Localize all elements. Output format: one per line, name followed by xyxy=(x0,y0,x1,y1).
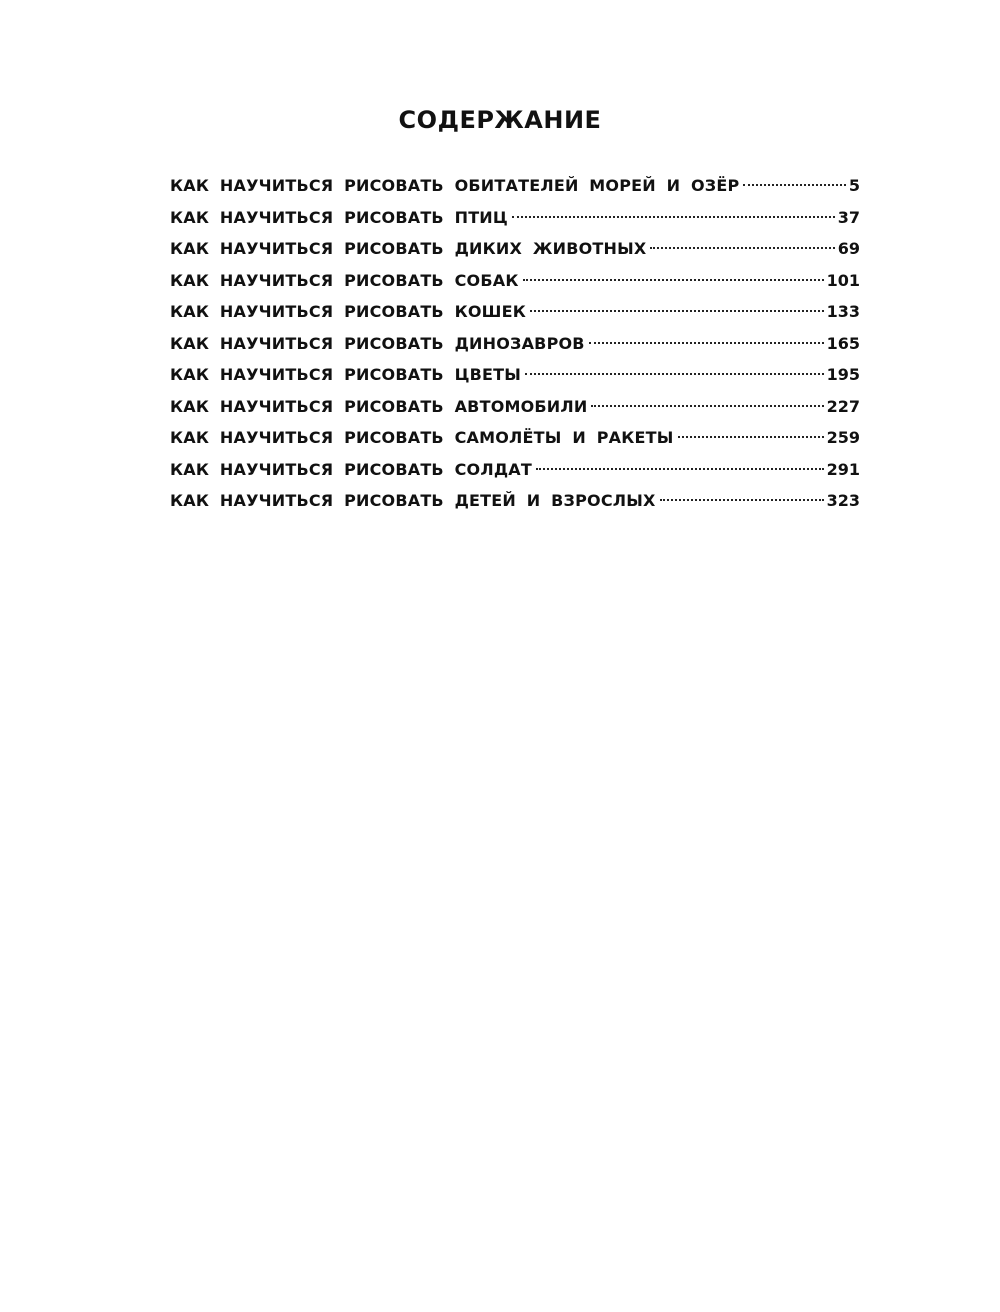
dot-leader xyxy=(512,216,835,218)
toc-entry-title: КАК НАУЧИТЬСЯ РИСОВАТЬ КОШЕК xyxy=(170,302,527,321)
toc-entry[interactable] xyxy=(170,454,860,486)
dot-leader xyxy=(660,499,824,501)
toc-entry-title: КАК НАУЧИТЬСЯ РИСОВАТЬ ДЕТЕЙ И ВЗРОСЛЫХ xyxy=(170,491,656,510)
toc-entry-page: 5 xyxy=(848,176,860,195)
toc-entry-page: 291 xyxy=(826,459,860,479)
toc-entry[interactable] xyxy=(170,202,860,234)
dot-leader xyxy=(678,436,824,438)
toc-entry-page: 323 xyxy=(826,491,860,510)
toc-entry-page: 195 xyxy=(826,365,860,384)
toc-entry[interactable] xyxy=(170,328,860,360)
toc-entry-title: КАК НАУЧИТЬСЯ РИСОВАТЬ ПТИЦ xyxy=(170,207,508,227)
toc-entry-title: КАК НАУЧИТЬСЯ РИСОВАТЬ ДИКИХ ЖИВОТНЫХ xyxy=(170,239,647,258)
toc-entry-page: 165 xyxy=(826,333,860,353)
toc-entry-title: КАК НАУЧИТЬСЯ РИСОВАТЬ СОЛДАТ xyxy=(170,459,532,479)
dot-leader xyxy=(650,247,834,249)
toc-entry[interactable] xyxy=(170,296,860,328)
toc-entry-title: КАК НАУЧИТЬСЯ РИСОВАТЬ ОБИТАТЕЛЕЙ МОРЕЙ И ОЗЁР xyxy=(170,176,740,195)
dot-leader xyxy=(589,342,824,344)
toc-entry-title: КАК НАУЧИТЬСЯ РИСОВАТЬ САМОЛЁТЫ И РАКЕТЫ xyxy=(170,428,674,447)
table-of-contents xyxy=(170,170,860,517)
toc-entry-page: 133 xyxy=(826,302,860,321)
toc-entry[interactable] xyxy=(170,170,860,202)
toc-entry[interactable] xyxy=(170,422,860,454)
toc-entry[interactable] xyxy=(170,233,860,265)
dot-leader xyxy=(536,468,824,470)
page-title: СОДЕРЖАНИЕ xyxy=(398,106,602,134)
dot-leader xyxy=(523,279,824,281)
toc-entry-page: 69 xyxy=(837,239,860,258)
toc-entry[interactable] xyxy=(170,359,860,391)
toc-entry[interactable] xyxy=(170,391,860,423)
toc-entry-title: КАК НАУЧИТЬСЯ РИСОВАТЬ АВТОМОБИЛИ xyxy=(170,396,588,416)
toc-entry[interactable] xyxy=(170,265,860,297)
toc-entry-title: КАК НАУЧИТЬСЯ РИСОВАТЬ СОБАК xyxy=(170,270,519,290)
toc-entry-title: КАК НАУЧИТЬСЯ РИСОВАТЬ ЦВЕТЫ xyxy=(170,365,522,384)
toc-entry-page: 101 xyxy=(826,270,860,290)
dot-leader xyxy=(530,310,824,312)
toc-entry-page: 259 xyxy=(826,428,860,447)
dot-leader xyxy=(743,184,845,186)
toc-entry-page: 37 xyxy=(837,207,860,227)
toc-entry-title: КАК НАУЧИТЬСЯ РИСОВАТЬ ДИНОЗАВРОВ xyxy=(170,333,585,353)
dot-leader xyxy=(591,405,823,407)
dot-leader xyxy=(525,373,824,375)
toc-entry[interactable] xyxy=(170,485,860,517)
toc-entry-page: 227 xyxy=(826,396,860,416)
